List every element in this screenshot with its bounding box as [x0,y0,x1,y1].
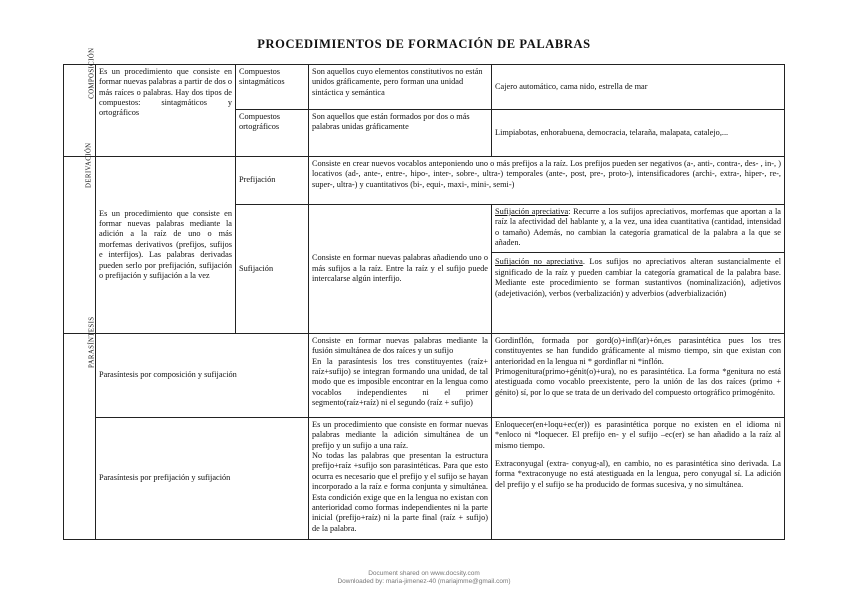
compuestos-ortograficos-desc: Son aquellos que están formados por dos o más palabras unidas gráficamente [309,110,492,157]
parasintesis-composicion-desc: Consiste en formar nuevas palabras mediante la fusión simultánea de dos raíces y un sufijo En la parasíntesis los tres constituyentes (raíz+ raíz+sufijo) se integran formando una unidad, de tal modo que es imposible encontrar en la lengua como vocablos independientes ni el primer segmento(raíz+raíz) ni el segundo (raíz + sufijo) [309,334,492,418]
prefijacion-label: Prefijación [236,157,309,205]
footer-downloaded: Downloaded by: maria-jimenez-40 (mariajmme@gmail.com) [337,578,511,585]
section-label-parasintesis: PARASÍNTESIS [64,334,96,540]
example-extraconyugal: Extraconyugal (extra- conyug-al), en cambio, no es parasintética sino derivada. La forma *extraconyuge no está atestiguada en la lengua, pero conyugal sí. La adición del prefijo y el sufijo se ha producido de formas sucesiva, y no simultánea. [495,459,781,489]
compuestos-ortograficos-label: Compuestos ortográficos [236,110,309,157]
table-row [64,65,785,110]
table-row [64,334,785,418]
parasintesis-prefijacion-desc: Es un procedimiento que consiste en formar nuevas palabras mediante la adición simultánea de un prefijo y un sufijo a una raíz. No todas las palabras que presentan la estructura prefijo+raíz +sufijo son parasintéticas. Para que esto ocurra es necesario que el prefijo y el sufijo se hayan incorporado a la raíz e forma conjunta y simultánea. Esta condición exige que en la lengua no existan con anterioridad como formas independientes ni la parte inicial (prefijo+raíz) ni la parte final (raíz + sufijo) de la palabra. [309,418,492,540]
section-label-derivacion: DERIVACIÓN [64,157,96,334]
parasintesis-prefijacion-label: Parasíntesis por prefijación y sufijación [96,418,309,540]
compuestos-sintagmaticos-label: Compuestos sintagmáticos [236,65,309,110]
sufijacion-no-apreciativa: Sufijación no apreciativa. Los sufijos no apreciativos alteran sustancialmente el significado de la raíz y pueden cambiar la categoría gramatical de la palabra base. Mediante este procedimiento se forman sustantivos (nominalización), adjetivos (adejetivación), verbos (verbalización) y adverbios (adverbialización) [492,252,784,298]
prefijacion-desc: Consiste en crear nuevos vocablos anteponiendo uno o más prefijos a la raíz. Los prefijos pueden ser negativos (a-, anti-, contra-, des- , in-, ) locativos (ad-, ante-, entre-, hipo-, inter-, sobre-, ultra-) temporales (ante-, post, pre-, proto-), intensificadores (archi-, extra-, hiper-, re-, super-, ultra-) y cuantitativos (bi-, equi-, maxi-, mini-, semi-) [309,157,785,205]
page-title: PROCEDIMIENTOS DE FORMACIÓN DE PALABRAS [257,37,591,51]
example-gordinflon: Gordinflón, formada por gord(o)+infl(ar)+ón,es parasintética pues los tres constituyentes se han fundido gráficamente al mismo tiempo, sin que existan con anterioridad en la lengua ni * gordinflar ni *inflón. [495,336,781,366]
parasintesis-composicion-examples [492,334,785,418]
sufijacion-apreciativa: Sufijación apreciativa: Recurre a los sufijos apreciativos, morfemas que aportan a la raíz la afectividad del hablante y, a la vez, una idea cuantitativa (cantidad, intensidad o tamaño) Además, no cambian la categoría gramatical de la palabra a la que se añaden. [495,207,781,248]
compuestos-ortograficos-examples: Limpiabotas, enhorabuena, democracia, telaraña, malapata, catalejo,... [492,110,785,157]
sufijacion-desc: Consiste en formar nuevas palabras añadiendo uno o más sufijos a la raíz. Entre la raíz y el sufijo puede intercalarse algún interfijo. [309,205,492,334]
procedures-table [63,47,785,540]
composicion-definition: Es un procedimiento que consiste en formar nuevas palabras a partir de dos o más raíces o palabras. Hay dos tipos de compuestos: sintagmáticos y ortográficos [96,65,236,157]
section-label-composicion: COMPOSICIÓN [64,65,96,157]
compuestos-sintagmaticos-examples: Cajero automático, cama nido, estrella de mar [492,65,785,110]
compuestos-sintagmaticos-desc: Son aquellos cuyo elementos constitutivos no están unidos gráficamente, pero forman una unidad sintáctica y semántica [309,65,492,110]
example-primogenitura: Primogenitura(primo+génit(o)+ura), no es parasintética. La forma *genitura no está atestiguada como vocablo preexistente, pero la unión de las dos raíces (primo + génito) sí, por lo que se trata de un derivado del compuesto ortográfico primogénito. [495,367,781,397]
sufijacion-types [492,205,785,334]
parasintesis-composicion-label: Parasíntesis por composición y sufijación [96,334,309,418]
parasintesis-prefijacion-examples [492,418,785,540]
table-row [64,157,785,205]
footer-shared: Document shared on www.docsity.com [368,570,480,577]
derivacion-definition: Es un procedimiento que consiste en formar nuevas palabras mediante la adición a la raíz de uno o más morfemas derivativos (prefijos, sufijos e interfijos). Las palabras derivadas pueden serlo por prefijación, sufijación o prefijación y sufijación a la vez [96,157,236,334]
example-enloquecer: Enloquecer(en+loqu+ec(er)) es parasintética porque no existen en el idioma ni *enloco ni *loquecer. El prefijo en- y el sufijo –ec(er) se han añadido a la raíz al mismo tiempo. [495,420,781,450]
table-row [64,418,785,540]
sufijacion-label: Sufijación [236,205,309,334]
